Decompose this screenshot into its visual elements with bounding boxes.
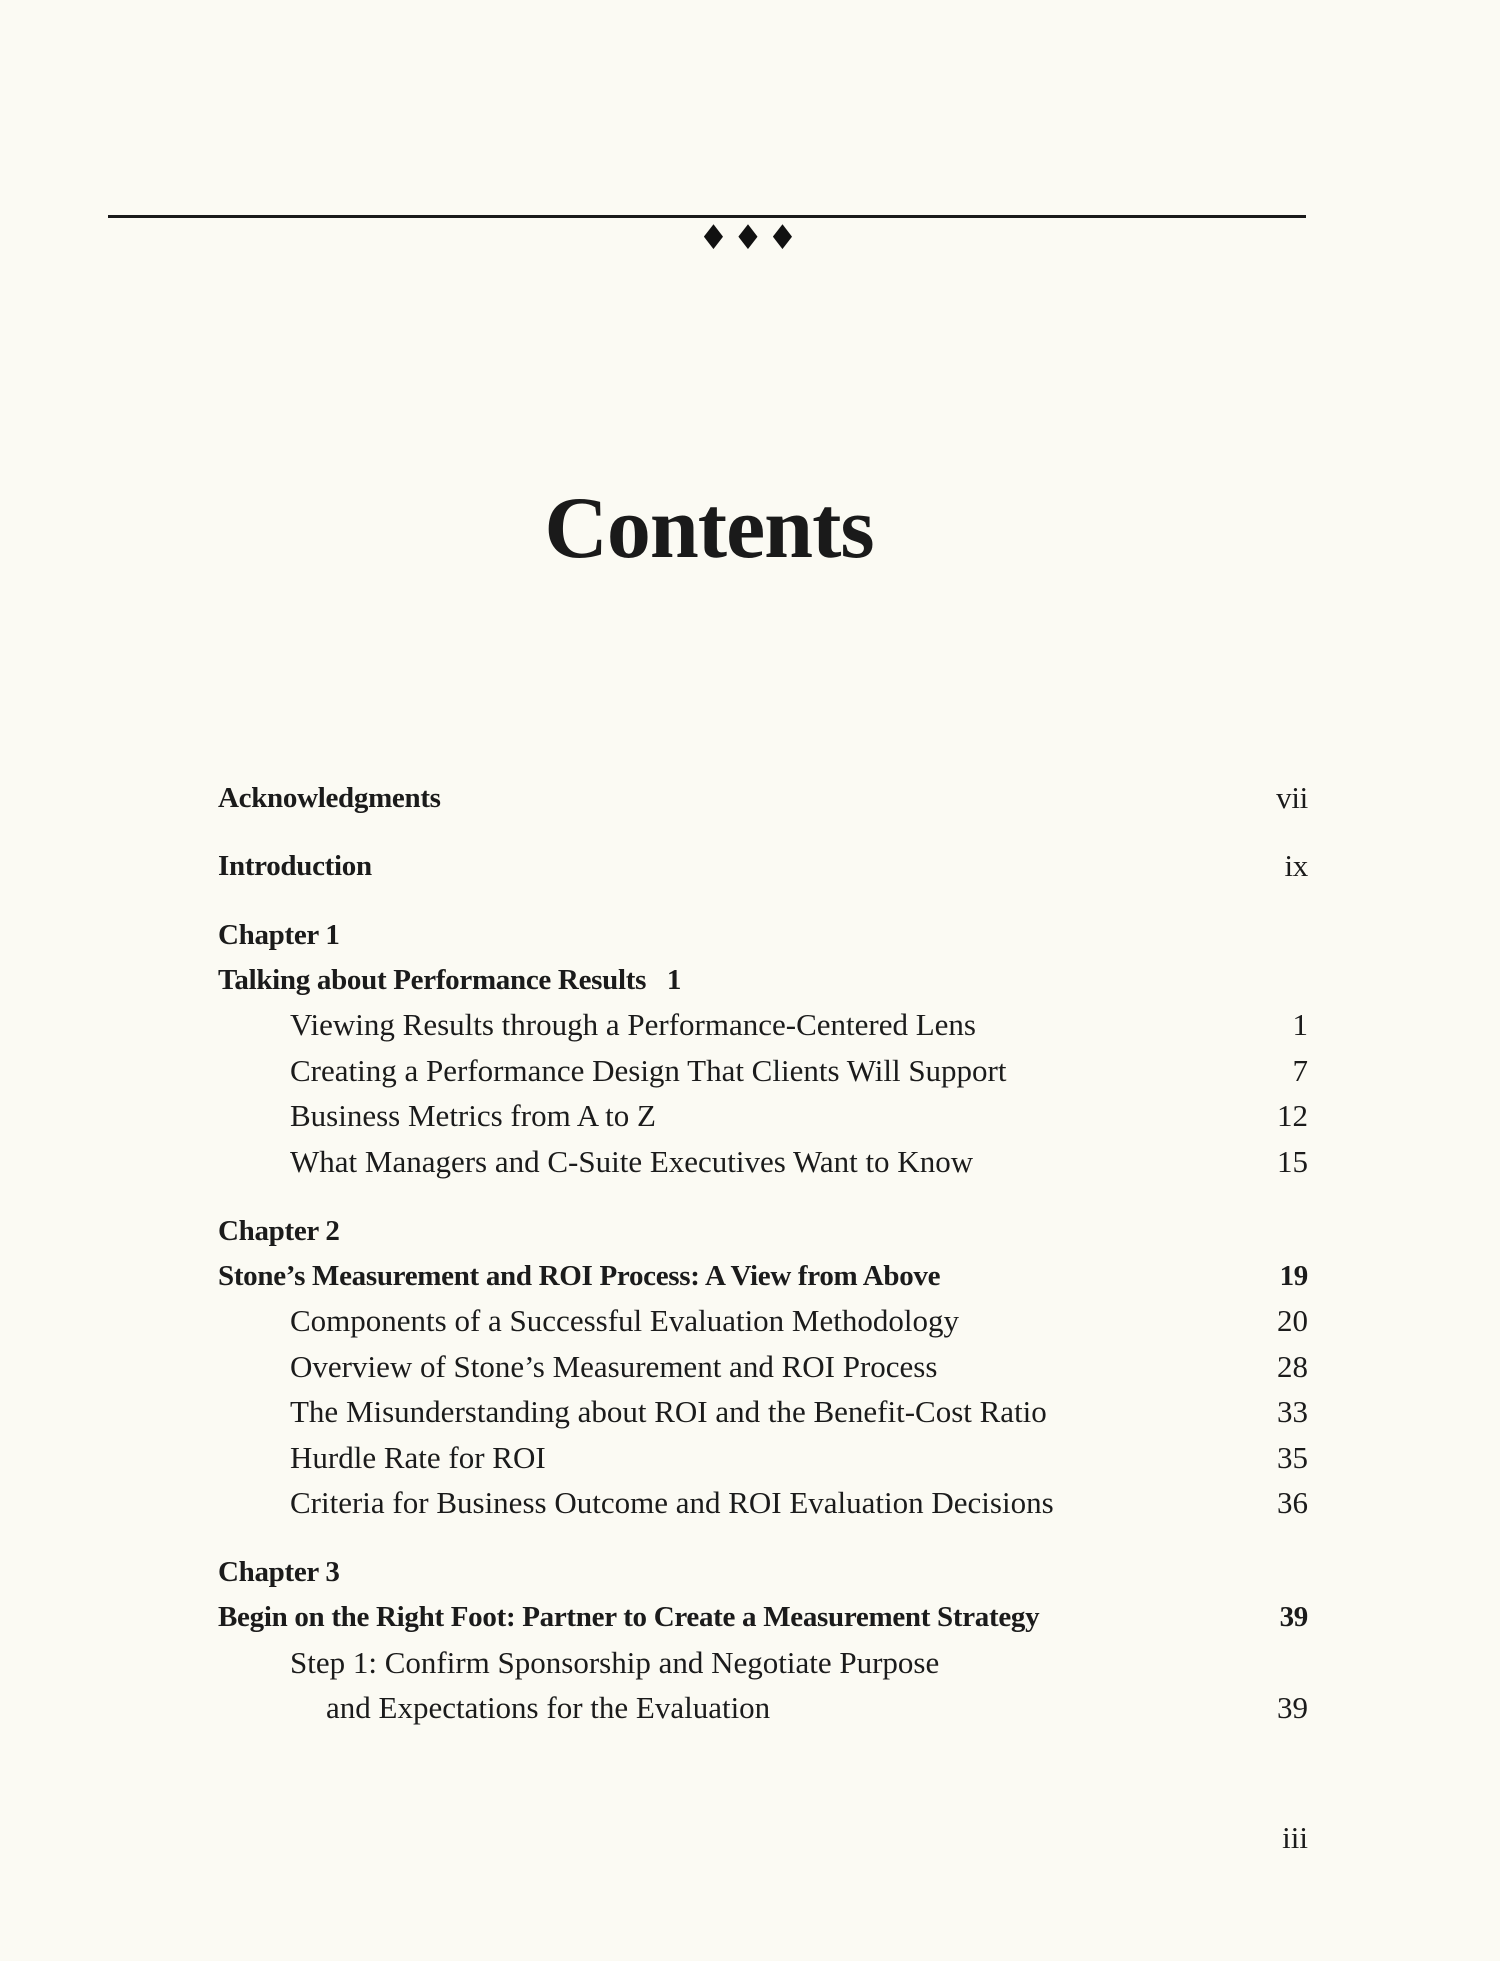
toc-entry-label: Components of a Successful Evaluation Methodology (290, 1303, 959, 1338)
toc-entry-label: What Managers and C-Suite Executives Want to Know (290, 1144, 974, 1179)
toc-entry-label: Step 1: Confirm Sponsorship and Negotiate Purpose (290, 1645, 940, 1680)
toc-entry-page: 35 (1277, 1440, 1308, 1475)
toc-entry-label: Criteria for Business Outcome and ROI Evaluation Decisions (290, 1485, 1054, 1520)
toc-entry-page: 12 (1277, 1098, 1308, 1133)
toc-entry-label: Viewing Results through a Performance-Centered Lens (290, 1007, 976, 1042)
toc-entry-label: The Misunderstanding about ROI and the Benefit-Cost Ratio (290, 1394, 1047, 1429)
toc-entry-label: Introduction (218, 850, 372, 882)
toc-entry-label: Hurdle Rate for ROI (290, 1440, 546, 1475)
toc-entry-label: Overview of Stone’s Measurement and ROI Process (290, 1349, 938, 1384)
toc-entry-label: Stone’s Measurement and ROI Process: A View from Above (218, 1260, 941, 1292)
toc-entry-page: 33 (1277, 1394, 1308, 1429)
toc-entry-page: vii (1276, 780, 1308, 815)
toc-entry-label: Creating a Performance Design That Clients Will Support (290, 1053, 1007, 1088)
toc-entry-label: and Expectations for the Evaluation (326, 1690, 771, 1725)
toc-entry-page: 1 (1292, 1007, 1308, 1042)
toc-entry-label: Chapter 2 (218, 1215, 340, 1247)
toc-entry-label: Talking about Performance Results 1 (218, 964, 682, 996)
toc-entry-page: 19 (1279, 1260, 1308, 1292)
toc-entry-label: Chapter 3 (218, 1556, 340, 1588)
toc-entry-page: 39 (1277, 1690, 1308, 1725)
toc-entry-page: ix (1284, 848, 1308, 883)
toc-entry-page: 20 (1277, 1303, 1308, 1338)
toc-entry-page: 15 (1277, 1144, 1308, 1179)
toc-entry-page: 36 (1277, 1485, 1308, 1520)
toc-entry-label: Business Metrics from A to Z (290, 1098, 656, 1133)
page-number: iii (1282, 1820, 1308, 1855)
toc-entry-label: Acknowledgments (218, 782, 441, 814)
toc-entry-page: 7 (1292, 1053, 1308, 1088)
toc-entry-page: 28 (1277, 1349, 1308, 1384)
page-title: Contents (544, 480, 874, 577)
diamond-ornament-icon: ♦♦♦ (698, 218, 802, 258)
toc-entry-label: Chapter 1 (218, 919, 340, 951)
toc-entry-page: 39 (1279, 1601, 1308, 1633)
toc-entry-label: Begin on the Right Foot: Partner to Create a Measurement Strategy (218, 1601, 1040, 1633)
